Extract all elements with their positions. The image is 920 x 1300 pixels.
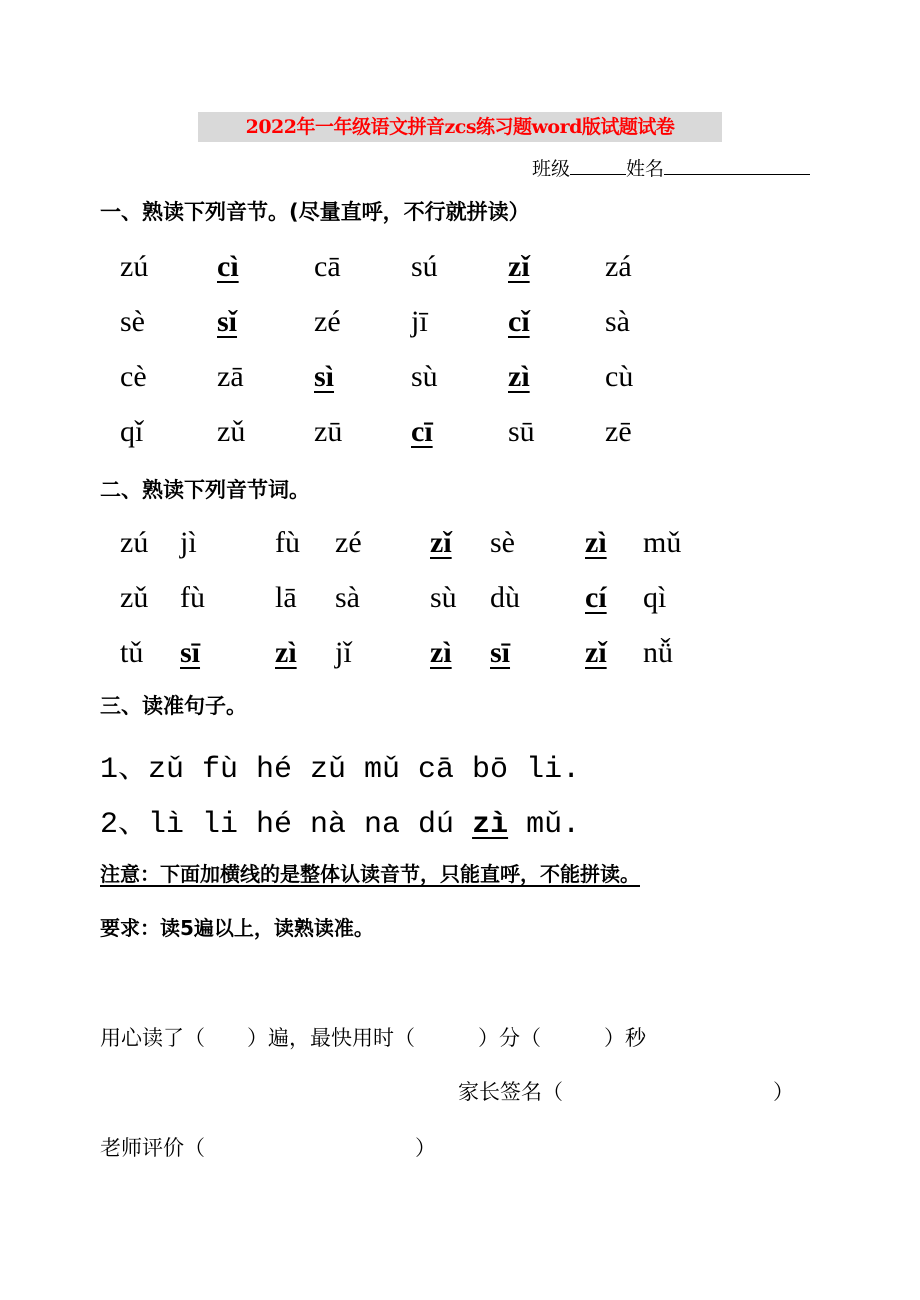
word-syllable: qì — [643, 581, 667, 614]
word-syllable: zì — [585, 526, 607, 559]
syllable: zá — [605, 250, 632, 283]
syllable: zì — [508, 360, 530, 393]
syllable: sà — [605, 305, 630, 338]
syllable: sè — [120, 305, 145, 338]
syllable: cī — [411, 415, 433, 448]
syllable: zū — [314, 415, 343, 448]
word-syllable: zé — [335, 526, 362, 559]
syllable: sì — [314, 360, 335, 393]
word-syllable: zǐ — [430, 526, 452, 559]
syllable: zú — [120, 250, 149, 283]
syllable: cè — [120, 360, 147, 393]
word-syllable: sī — [180, 636, 201, 669]
requirement-text: 要求：读5遍以上，读熟读准。 — [100, 916, 374, 940]
syllable: sū — [508, 415, 535, 448]
sentence-2-underlined: zì — [472, 808, 509, 842]
teacher-evaluation-line[interactable]: 老师评价（ ） — [100, 1136, 436, 1160]
word-syllable: zǔ — [120, 581, 149, 614]
sentence-2-after: mǔ. — [508, 808, 581, 842]
syllable: cā — [314, 250, 341, 283]
syllable: zā — [217, 360, 244, 393]
syllable: cì — [217, 250, 239, 283]
syllable: zǔ — [217, 415, 246, 448]
parent-signature-line[interactable]: 家长签名（ ） — [458, 1080, 794, 1104]
word-syllable: cí — [585, 581, 607, 614]
word-syllable: jì — [180, 526, 197, 559]
word-syllable: zì — [430, 636, 452, 669]
word-syllable: lā — [275, 581, 297, 614]
word-syllable: fù — [180, 581, 205, 614]
syllable: jī — [411, 305, 428, 338]
name-label: 姓名 — [626, 158, 665, 180]
syllable: qǐ — [120, 415, 144, 448]
syllable: sú — [411, 250, 438, 283]
word-syllable: zì — [275, 636, 297, 669]
word-syllable: jǐ — [335, 636, 352, 669]
word-syllable: dù — [490, 581, 520, 614]
class-label: 班级 — [532, 158, 571, 180]
word-syllable: nǚ — [643, 636, 673, 669]
sentence-2-before: 2、lì li hé nà na dú — [100, 808, 473, 842]
word-syllable: zǐ — [585, 636, 607, 669]
word-syllable: sà — [335, 581, 360, 614]
sentence-1: 1、zǔ fù hé zǔ mǔ cā bō li. — [100, 753, 581, 787]
syllable: sǐ — [217, 305, 238, 338]
sentence-2 — [100, 797, 580, 842]
section2-heading: 二、熟读下列音节词。 — [100, 478, 310, 502]
syllable: zǐ — [508, 250, 530, 283]
class-name-line — [532, 154, 810, 181]
syllable: cù — [605, 360, 634, 393]
document-title: 2022年一年级语文拼音zcs练习题word版试题试卷 — [198, 112, 722, 142]
word-syllable: sè — [490, 526, 515, 559]
syllable: sù — [411, 360, 438, 393]
syllable: zé — [314, 305, 341, 338]
section1-heading: 一、熟读下列音节。(尽量直呼，不行就拼读） — [100, 200, 530, 224]
word-syllable: sī — [490, 636, 511, 669]
syllable: zē — [605, 415, 632, 448]
word-syllable: sù — [430, 581, 457, 614]
word-syllable: mǔ — [643, 526, 682, 559]
syllable: cǐ — [508, 305, 530, 338]
word-syllable: zú — [120, 526, 149, 559]
read-times-line[interactable]: 用心读了（ ）遍，最快用时（ ）分（ ）秒 — [100, 1026, 646, 1050]
word-syllable: tǔ — [120, 636, 144, 669]
name-blank[interactable] — [664, 156, 810, 175]
section3-heading: 三、读准句子。 — [100, 694, 247, 718]
class-blank[interactable] — [570, 156, 626, 175]
note-text: 注意：下面加横线的是整体认读音节，只能直呼，不能拼读。 — [100, 862, 640, 886]
word-syllable: fù — [275, 526, 300, 559]
